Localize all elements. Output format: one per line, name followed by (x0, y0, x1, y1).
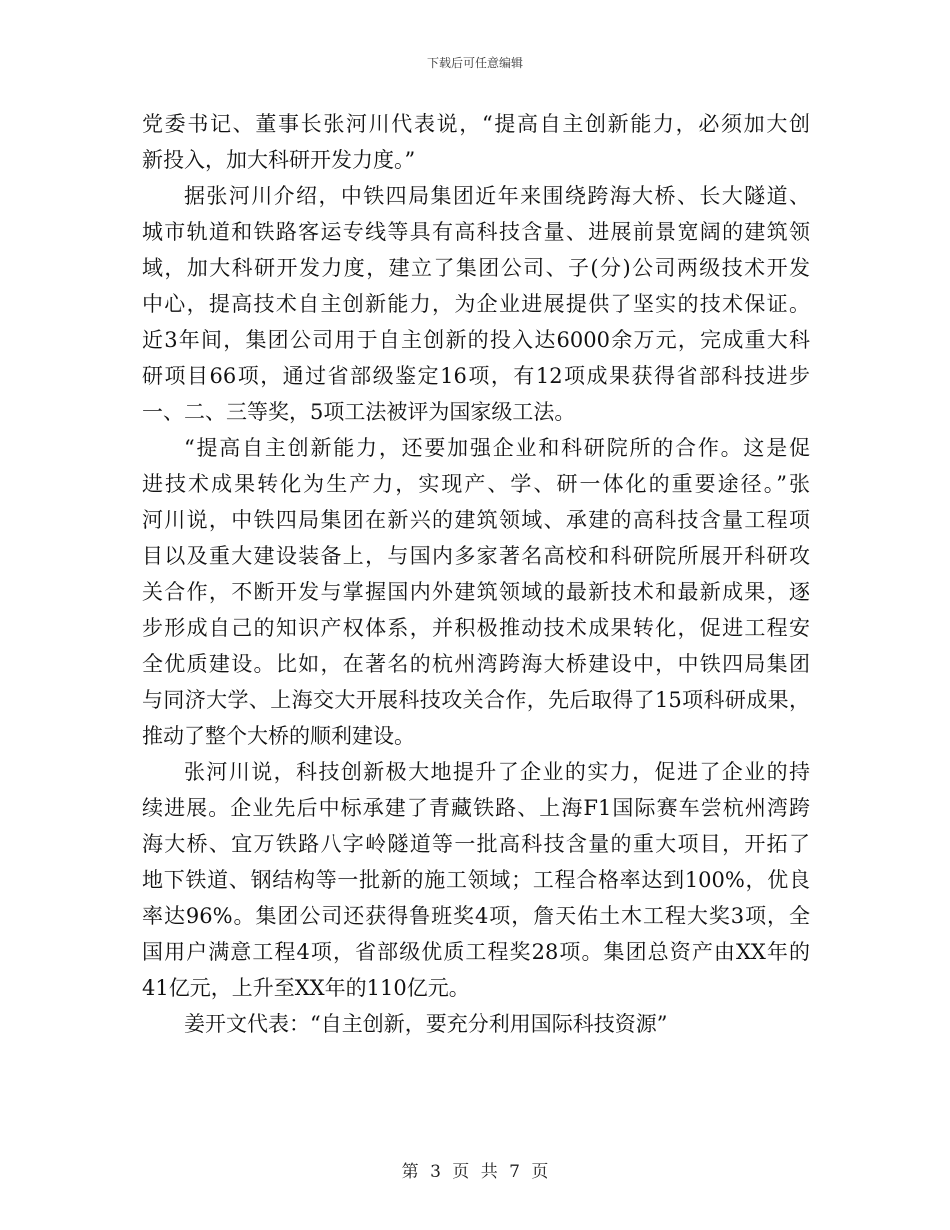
text-line: 城市轨道和铁路客运专线等具有高科技含量、进展前景宽阔的建筑领 (142, 220, 810, 244)
paragraph (142, 430, 810, 754)
text-line: 国用户满意工程4项，省部级优质工程奖28项。集团总资产由XX年的 (142, 940, 810, 964)
text-line: 海大桥、宜万铁路八字岭隧道等一批高科技含量的重大项目，开拓了 (142, 832, 810, 856)
paragraph (142, 178, 810, 430)
text-line: 目以及重大建设装备上，与国内多家著名高校和科研院所展开科研攻 (142, 544, 810, 568)
text-line: 关合作，不断开发与掌握国内外建筑领域的最新技术和最新成果，逐 (142, 580, 810, 604)
text-line: 41亿元，上升至XX年的110亿元。 (142, 976, 470, 1000)
text-line: 域，加大科研开发力度，建立了集团公司、子(分)公司两级技术开发 (142, 256, 810, 280)
text-line: 进技术成果转化为生产力，实现产、学、研一体化的重要途径。”张 (142, 472, 810, 496)
text-line: 党委书记、董事长张河川代表说，“提高自主创新能力，必须加大创 (142, 112, 810, 136)
text-line: “提高自主创新能力，还要加强企业和科研院所的合作。这是促 (184, 436, 810, 460)
text-line: 全优质建设。比如，在著名的杭州湾跨海大桥建设中，中铁四局集团 (142, 652, 810, 676)
page-header: 下载后可任意编辑 (426, 56, 523, 70)
text-line: 新投入，加大科研开发力度。” (142, 148, 416, 172)
text-line: 率达96%。集团公司还获得鲁班奖4项，詹天佑土木工程大奖3项，全 (142, 904, 810, 928)
paragraph (142, 1006, 810, 1042)
text-line: 研项目66项，通过省部级鉴定16项，有12项成果获得省部科技进步 (142, 364, 810, 388)
paragraph (142, 106, 810, 178)
text-line: 一、二、三等奖，5项工法被评为国家级工法。 (142, 400, 576, 424)
text-line: 姜开文代表：“自主创新，要充分利用国际科技资源” (184, 1012, 668, 1036)
text-line: 与同济大学、上海交大开展科技攻关合作，先后取得了15项科研成果， (142, 688, 810, 712)
text-line: 中心，提高技术自主创新能力，为企业进展提供了坚实的技术保证。 (142, 292, 810, 316)
text-line: 据张河川介绍，中铁四局集团近年来围绕跨海大桥、长大隧道、 (184, 184, 810, 208)
paragraph (142, 754, 810, 1006)
text-line: 河川说，中铁四局集团在新兴的建筑领域、承建的高科技含量工程项 (142, 508, 810, 532)
document-body (142, 106, 810, 1042)
page-number-footer: 第 3 页 共 7 页 (401, 1162, 549, 1182)
text-line: 步形成自己的知识产权体系，并积极推动技术成果转化，促进工程安 (142, 616, 810, 640)
text-line: 张河川说，科技创新极大地提升了企业的实力，促进了企业的持 (184, 760, 810, 784)
text-line: 地下铁道、钢结构等一批新的施工领域；工程合格率达到100%，优良 (142, 868, 810, 892)
text-line: 推动了整个大桥的顺利建设。 (142, 724, 415, 748)
text-line: 续进展。企业先后中标承建了青藏铁路、上海F1国际赛车尝杭州湾跨 (142, 796, 810, 820)
text-line: 近3年间，集团公司用于自主创新的投入达6000余万元，完成重大科 (142, 328, 810, 352)
